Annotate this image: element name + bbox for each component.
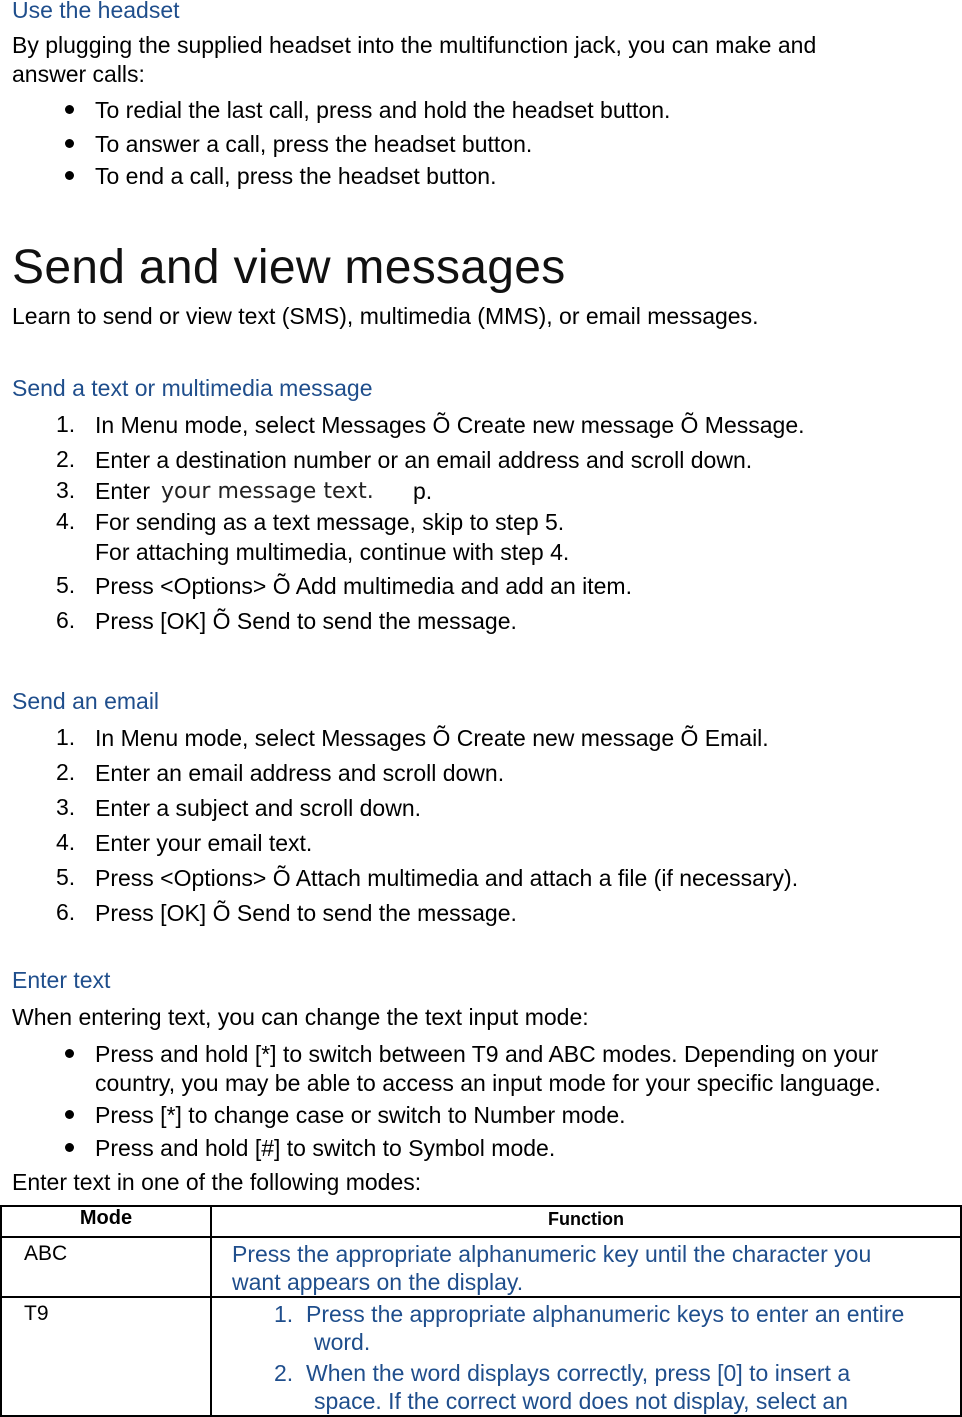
- bullet-icon: [65, 1110, 74, 1119]
- send-email-step-2: Enter an email address and scroll down.: [95, 760, 505, 786]
- headset-bullet-2: To answer a call, press the headset button.: [95, 131, 533, 157]
- step-number: 1.: [56, 411, 76, 437]
- step-number: 3.: [56, 794, 76, 820]
- function-cell: [211, 1237, 961, 1297]
- function-step-line2: word.: [314, 1329, 371, 1355]
- headset-intro-line2: answer calls:: [12, 61, 145, 87]
- enter-text-bullet-1-line2: country, you may be able to access an input mode for your specific language.: [95, 1070, 881, 1096]
- table-row: [1, 1297, 961, 1416]
- send-text-step-3-tail: p.: [413, 478, 433, 504]
- page-heading-messages: Send and view messages: [12, 241, 566, 294]
- step-number: 2.: [56, 446, 76, 472]
- send-text-step-1: In Menu mode, select Messages Õ Create new message Õ Message.: [95, 412, 805, 438]
- enter-text-bullet-2: Press [*] to change case or switch to Number mode.: [95, 1102, 626, 1128]
- enter-text-bullet-1-line1: Press and hold [*] to switch between T9 and ABC modes. Depending on your: [95, 1041, 879, 1067]
- section-title-enter-text: Enter text: [12, 967, 111, 993]
- modes-table: [0, 1205, 962, 1417]
- section-title-send-text: Send a text or multimedia message: [12, 375, 373, 401]
- send-email-step-4: Enter your email text.: [95, 830, 313, 856]
- headset-bullet-1: To redial the last call, press and hold the headset button.: [95, 97, 671, 123]
- step-number: 1.: [274, 1301, 294, 1327]
- function-text-line1: Press the appropriate alphanumeric key until the character you: [232, 1241, 872, 1267]
- function-steps-list: [212, 1300, 960, 1415]
- function-step-line1: When the word displays correctly, press [0] to insert a: [306, 1360, 851, 1386]
- step-number: 3.: [56, 477, 76, 503]
- headset-bullet-3: To end a call, press the headset button.: [95, 163, 497, 189]
- send-email-step-1: In Menu mode, select Messages Õ Create new message Õ Email.: [95, 725, 769, 751]
- messages-intro: Learn to send or view text (SMS), multimedia (MMS), or email messages.: [12, 303, 759, 329]
- send-email-step-5: Press <Options> Õ Attach multimedia and attach a file (if necessary).: [95, 865, 799, 891]
- section-title-headset: Use the headset: [12, 0, 180, 23]
- list-item: [212, 1300, 960, 1359]
- send-text-step-3: Enter: [95, 478, 150, 504]
- headset-intro-line1: By plugging the supplied headset into the multifunction jack, you can make and: [12, 32, 817, 58]
- send-text-step-5: Press <Options> Õ Add multimedia and add an item.: [95, 573, 632, 599]
- step-number: 1.: [56, 724, 76, 750]
- send-text-step-4: For sending as a text message, skip to step 5.: [95, 509, 565, 535]
- list-item: [212, 1359, 960, 1415]
- send-text-step-2: Enter a destination number or an email address and scroll down.: [95, 447, 753, 473]
- step-number: 5.: [56, 864, 76, 890]
- send-text-step-4-line2: For attaching multimedia, continue with step 4.: [95, 539, 570, 565]
- enter-text-bullet-3: Press and hold [#] to switch to Symbol mode.: [95, 1135, 556, 1161]
- enter-text-intro: When entering text, you can change the text input mode:: [12, 1004, 589, 1030]
- function-cell: [211, 1297, 961, 1416]
- step-number: 5.: [56, 572, 76, 598]
- bullet-icon: [65, 1049, 74, 1058]
- section-title-send-email: Send an email: [12, 688, 160, 714]
- send-email-step-6: Press [OK] Õ Send to send the message.: [95, 900, 517, 926]
- function-text-line2: want appears on the display.: [232, 1269, 524, 1295]
- step-number: 6.: [56, 607, 76, 633]
- step-number: 6.: [56, 899, 76, 925]
- enter-text-outro: Enter text in one of the following modes:: [12, 1169, 422, 1195]
- column-header-function: Function: [211, 1206, 961, 1237]
- function-step-line1: Press the appropriate alphanumeric keys to enter an entire: [306, 1301, 905, 1327]
- mode-cell: T9: [1, 1297, 211, 1416]
- send-text-step-6: Press [OK] Õ Send to send the message.: [95, 608, 517, 634]
- column-header-mode: Mode: [1, 1206, 211, 1237]
- step-number: 2.: [274, 1360, 294, 1386]
- table-header-row: [1, 1206, 961, 1237]
- step-number: 4.: [56, 508, 76, 534]
- bullet-icon: [65, 1143, 74, 1152]
- bullet-icon: [65, 139, 74, 148]
- bullet-icon: [65, 171, 74, 180]
- function-step-line2: space. If the correct word does not display, select an: [314, 1388, 848, 1414]
- step-number: 2.: [56, 759, 76, 785]
- send-email-step-3: Enter a subject and scroll down.: [95, 795, 422, 821]
- send-text-step-3-overlay: your message text.: [161, 479, 374, 504]
- bullet-icon: [65, 105, 74, 114]
- table-row: [1, 1237, 961, 1297]
- step-number: 4.: [56, 829, 76, 855]
- mode-cell: ABC: [1, 1237, 211, 1297]
